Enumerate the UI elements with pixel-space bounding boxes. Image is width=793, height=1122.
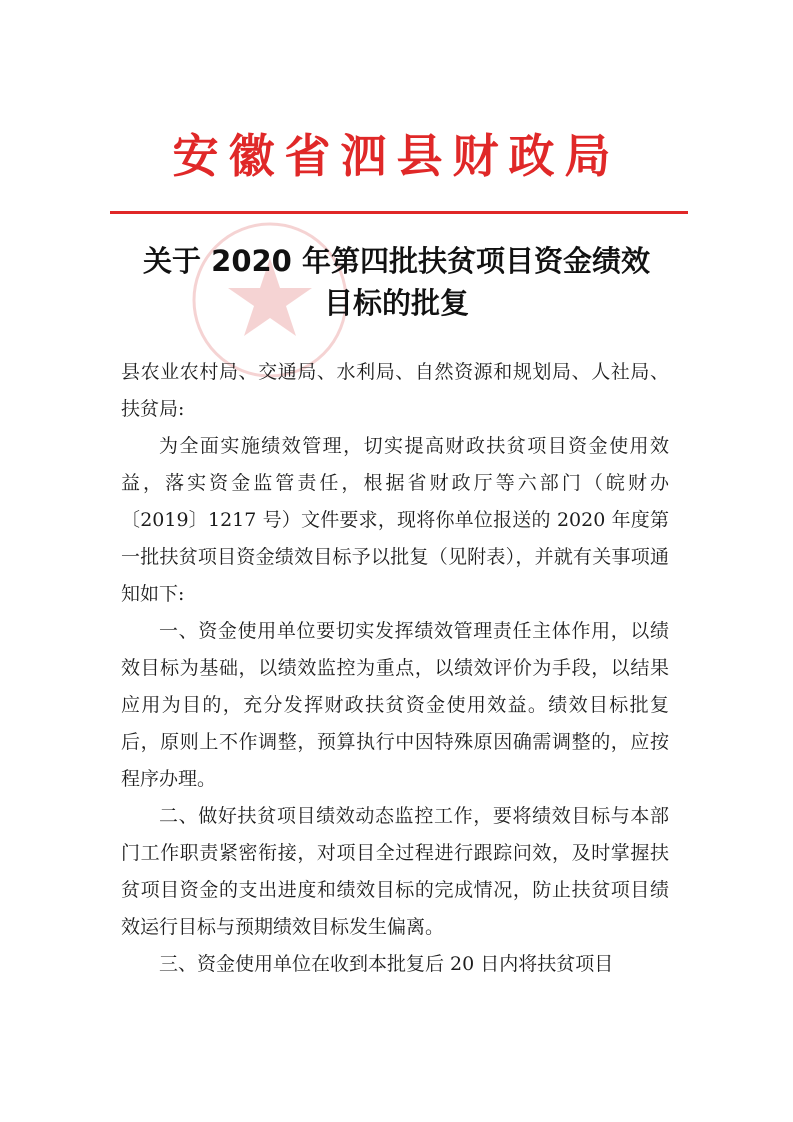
paragraph-item-3: 三、资金使用单位在收到本批复后 20 日内将扶贫项目	[159, 953, 614, 975]
paragraph-item-1: 一、资金使用单位要切实发挥绩效管理责任主体作用，以绩效目标为基础，以绩效监控为重点，以绩效评价为手段，以结果应用为目的，充分发挥财政扶贫资金使用效益。绩效目标批复后，原则上不作调整，预算执行中因特殊原因确需调整的，应按程序办理。	[121, 620, 669, 790]
red-divider-line	[110, 211, 688, 214]
document-body	[121, 354, 669, 983]
title-line-2: 目标的批复	[323, 286, 469, 320]
paragraph-intro: 为全面实施绩效管理，切实提高财政扶贫项目资金使用效益，落实资金监管责任，根据省财政厅等六部门（皖财办〔2019〕1217 号）文件要求，现将你单位报送的 2020 年度第一批扶贫项目资金绩效目标予以批复（见附表），并就有关事项通知如下:	[121, 435, 669, 605]
paragraph-item-2: 二、做好扶贫项目绩效动态监控工作，要将绩效目标与本部门工作职责紧密衔接，对项目全过程进行跟踪问效，及时掌握扶贫项目资金的支出进度和绩效目标的完成情况，防止扶贫项目绩效运行目标与预期绩效目标发生偏离。	[121, 805, 669, 938]
addressee: 县农业农村局、交通局、水利局、自然资源和规划局、人社局、扶贫局:	[121, 361, 669, 420]
title-line-1: 关于 2020 年第四批扶贫项目资金绩效	[143, 244, 650, 278]
letterhead: 安徽省泗县财政局	[172, 129, 621, 183]
document-title	[90, 240, 703, 324]
